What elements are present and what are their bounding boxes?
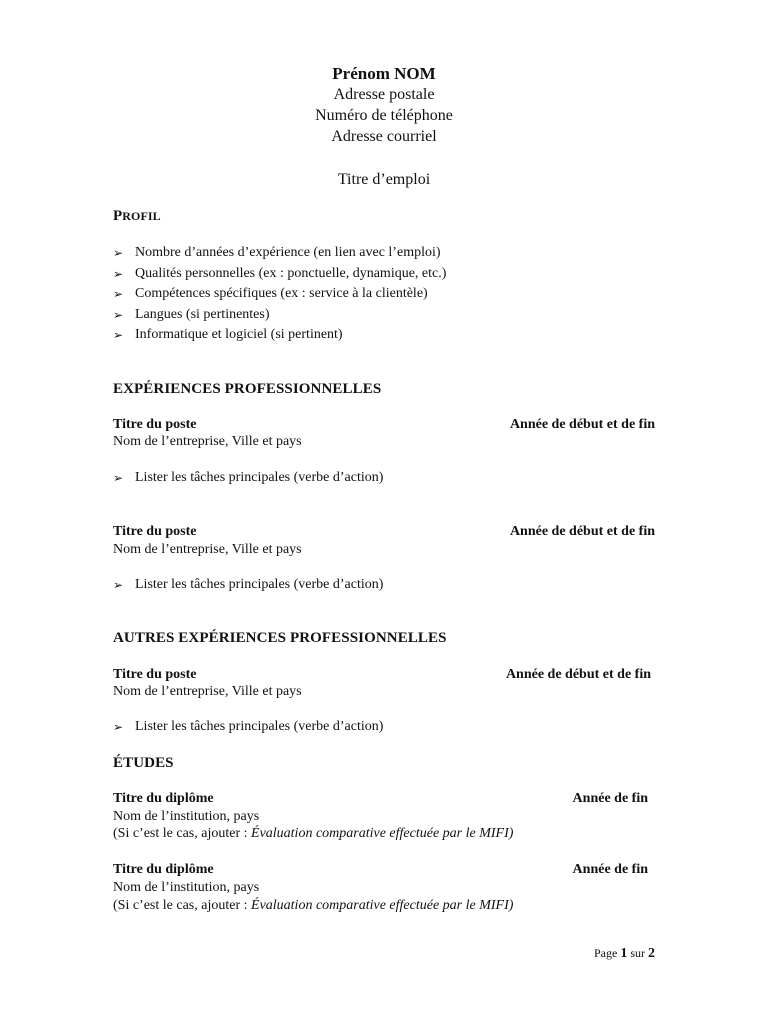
institution-name: Nom de l’institution, pays — [113, 809, 260, 824]
experience-position: Titre du poste — [113, 417, 197, 432]
experience-company: Nom de l’entreprise, Ville et pays — [113, 542, 302, 557]
postal-address: Adresse postale — [333, 86, 435, 103]
evaluation-note: (Si c’est le cas, ajouter : Évaluation comparative effectuée par le MIFI) — [113, 898, 514, 913]
experience-company: Nom de l’entreprise, Ville et pays — [113, 434, 302, 449]
profil-item: ➢ Informatique et logiciel (si pertinent) — [113, 327, 343, 342]
arrowhead-bullet-icon: ➢ — [113, 327, 124, 342]
experience-years: Année de début et de fin — [509, 524, 655, 539]
degree-year: Année de fin — [572, 791, 648, 806]
section-title-etudes: ÉTUDES — [113, 755, 174, 771]
profil-item: ➢ Qualités personnelles (ex : ponctuelle, dynamique, etc.) — [113, 266, 447, 281]
experience-position: Titre du poste — [113, 524, 197, 539]
profil-title-rest: ROFIL — [122, 209, 161, 223]
phone-number: Numéro de téléphone — [315, 107, 453, 124]
experience-task: ➢ Lister les tâches principales (verbe d’action) — [113, 470, 384, 485]
profil-item: ➢ Langues (si pertinentes) — [113, 307, 270, 322]
other-experience-years: Année de début et de fin — [505, 667, 651, 682]
other-experience-position: Titre du poste — [113, 667, 197, 682]
profil-item: ➢ Compétences spécifiques (ex : service à la clientèle) — [113, 286, 428, 301]
evaluation-note: (Si c’est le cas, ajouter : Évaluation comparative effectuée par le MIFI) — [113, 826, 514, 841]
arrowhead-bullet-icon: ➢ — [113, 719, 124, 734]
other-experience-company: Nom de l’entreprise, Ville et pays — [113, 684, 302, 699]
arrowhead-bullet-icon: ➢ — [113, 286, 124, 301]
arrowhead-bullet-icon: ➢ — [113, 266, 124, 281]
arrowhead-bullet-icon: ➢ — [113, 245, 124, 260]
other-experience-task: ➢ Lister les tâches principales (verbe d’action) — [113, 719, 384, 734]
arrowhead-bullet-icon: ➢ — [113, 307, 124, 322]
institution-name: Nom de l’institution, pays — [113, 880, 260, 895]
profil-title-initial: P — [113, 208, 123, 224]
job-title: Titre d’emploi — [337, 171, 431, 188]
section-title-profil — [113, 208, 161, 225]
section-title-experiences: EXPÉRIENCES PROFESSIONNELLES — [113, 381, 382, 397]
candidate-name: Prénom NOM — [332, 64, 436, 83]
profil-item: ➢ Nombre d’années d’expérience (en lien avec l’emploi) — [113, 245, 441, 260]
arrowhead-bullet-icon: ➢ — [113, 577, 124, 592]
degree-year: Année de fin — [572, 862, 648, 877]
email-address: Adresse courriel — [331, 128, 437, 145]
section-title-other-experiences: AUTRES EXPÉRIENCES PROFESSIONNELLES — [113, 630, 447, 646]
degree-title: Titre du diplôme — [113, 791, 214, 806]
experience-task: ➢ Lister les tâches principales (verbe d’action) — [113, 577, 384, 592]
arrowhead-bullet-icon: ➢ — [113, 470, 124, 485]
degree-title: Titre du diplôme — [113, 862, 214, 877]
experience-years: Année de début et de fin — [509, 417, 655, 432]
page-number: Page 1 sur 2 — [594, 946, 655, 961]
